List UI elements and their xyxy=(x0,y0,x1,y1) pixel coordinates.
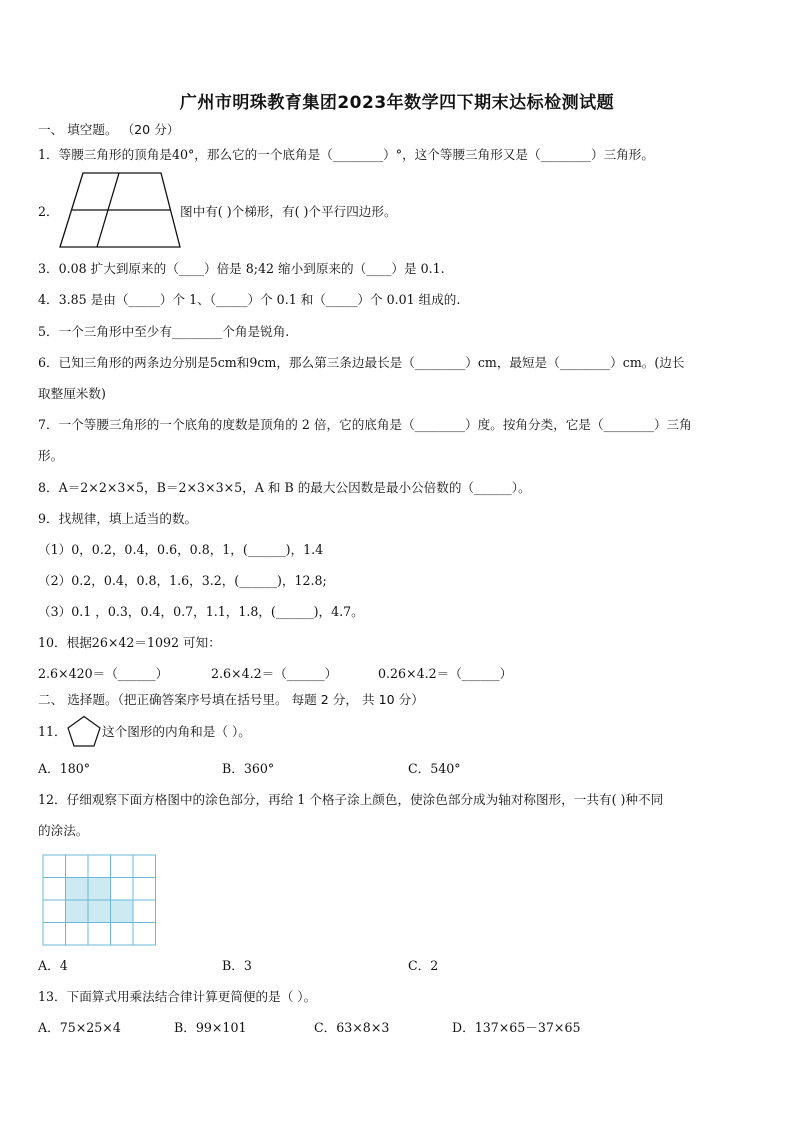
question-10-item-3: 0.26×4.2＝（______） xyxy=(378,666,513,681)
grid-cell xyxy=(133,878,156,901)
question-12-option-c: C．2 xyxy=(408,958,439,973)
question-4: 4．3.85 是由（_____）个 1、（_____）个 0.1 和（_____）个 0.01 组成的. xyxy=(38,292,461,307)
trapezoid-figure xyxy=(58,171,184,251)
question-6-line-1: 6．已知三角形的两条边分别是5cm和9cm，那么第三条边最长是（________）cm，最短是（________）cm。(边长 xyxy=(38,355,685,370)
question-13-option-b: B．99×101 xyxy=(174,1020,247,1035)
question-9-stem: 9．找规律，填上适当的数。 xyxy=(38,511,198,526)
question-12-option-a: A．4 xyxy=(38,958,68,973)
grid-cell xyxy=(88,855,111,878)
question-13-option-c: C．63×8×3 xyxy=(314,1020,390,1035)
grid-cell xyxy=(133,900,156,923)
question-13-option-d: D．137×65－37×65 xyxy=(452,1020,581,1035)
question-1: 1．等腰三角形的顶角是40°，那么它的一个底角是（________）°，这个等腰三角形又是（________）三角形。 xyxy=(38,147,654,162)
grid-cell-shaded xyxy=(111,900,134,923)
grid-cell-shaded xyxy=(66,878,89,901)
question-9-item-2: （2）0.2，0.4，0.8，1.6，3.2，(______)，12.8; xyxy=(38,573,327,588)
grid-cell xyxy=(43,855,66,878)
grid-cell xyxy=(43,900,66,923)
question-12-option-b: B．3 xyxy=(222,958,252,973)
question-6-line-2: 取整厘米数) xyxy=(38,386,106,401)
question-9-item-3: （3）0.1 ，0.3，0.4，0.7，1.1，1.8，(______)，4.7。 xyxy=(38,604,364,619)
question-3: 3．0.08 扩大到原来的（____）倍是 8;42 缩小到原来的（____）是 0.1. xyxy=(38,261,445,276)
grid-cell xyxy=(66,855,89,878)
question-11-number: 11． xyxy=(38,724,67,739)
question-7-line-2: 形。 xyxy=(38,448,64,463)
question-10-stem: 10．根据26×42＝1092 可知： xyxy=(38,635,221,650)
question-11-text: 这个图形的内角和是（ ）。 xyxy=(102,724,251,739)
question-8: 8．A＝2×2×3×5，B＝2×3×3×5，A 和 B 的最大公因数是最小公倍数的（______）。 xyxy=(38,480,531,495)
question-13-option-a: A．75×25×4 xyxy=(38,1020,121,1035)
grid-cell xyxy=(111,878,134,901)
question-2-text: 图中有( )个梯形，有( )个平行四边形。 xyxy=(180,204,397,219)
question-10-item-2: 2.6×4.2＝（______） xyxy=(211,666,338,681)
question-11-option-c: C．540° xyxy=(408,761,461,776)
question-2-number: 2． xyxy=(38,204,59,219)
grid-cell xyxy=(43,878,66,901)
question-11-option-b: B．360° xyxy=(222,761,275,776)
question-13: 13．下面算式用乘法结合律计算更简便的是（ ）。 xyxy=(38,989,317,1004)
grid-cell xyxy=(43,923,66,946)
section-fill-blanks: 一、 填空题。 （20 分） xyxy=(38,122,180,137)
grid-cell xyxy=(111,855,134,878)
question-12-line-2: 的涂法。 xyxy=(38,823,89,838)
section-multiple-choice: 二、 选择题。（把正确答案序号填在括号里。 每题 2 分， 共 10 分） xyxy=(38,692,424,707)
grid-cell-shaded xyxy=(88,900,111,923)
question-11-option-a: A．180° xyxy=(38,761,91,776)
page-title: 广州市明珠教育集团2023年数学四下期末达标检测试题 xyxy=(179,93,615,113)
grid-cell xyxy=(88,923,111,946)
question-10-item-1: 2.6×420＝（______） xyxy=(38,666,169,681)
grid-cell xyxy=(133,923,156,946)
question-9-item-1: （1）0，0.2，0.4，0.6，0.8，1，(______)，1.4 xyxy=(38,542,324,557)
pentagon-figure xyxy=(66,715,102,748)
question-12-line-1: 12．仔细观察下面方格图中的涂色部分，再给 1 个格子涂上颜色，使涂色部分成为轴对称图形，一共有( )种不同 xyxy=(38,792,664,807)
grid-cell xyxy=(133,855,156,878)
grid-cell xyxy=(66,923,89,946)
grid-cell-shaded xyxy=(66,900,89,923)
grid-cell-shaded xyxy=(88,878,111,901)
grid-cell xyxy=(111,923,134,946)
question-5: 5．一个三角形中至少有________个角是锐角. xyxy=(38,324,290,339)
square-grid xyxy=(42,854,158,946)
question-7-line-1: 7．一个等腰三角形的一个底角的度数是顶角的 2 倍，它的底角是（________）度。按角分类，它是（________）三角 xyxy=(38,417,692,432)
